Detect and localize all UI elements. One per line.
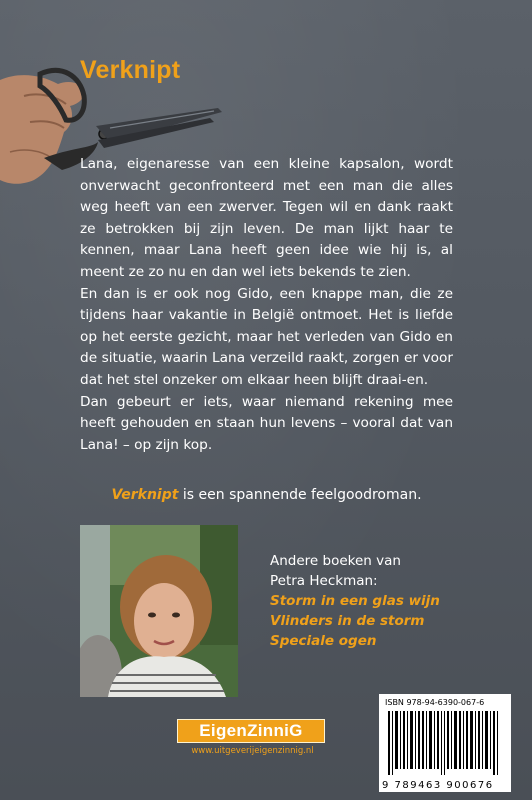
blurb-paragraph-1: Lana, eigenaresse van een kleine kapsalon, wordt onverwacht geconfronteerd met een man die alles weg heeft van een zwerver. Tegen wil en dank raakt ze betrokken bij zijn leven. De man lijkt haar te kennen, maar Lana heeft geen idee wie hij is, al meent ze zo nu en dan wel iets bekends te zien. <box>80 156 453 280</box>
blurb-paragraph-2: En dan is er ook nog Gido, een knappe man, die ze tijdens haar vakantie in België ontmoet. Het is liefde op het eerste gezicht, maar het verleden van Gido en de situatie, waarin Lana verzeild raakt, zorgen er voor dat het stel onzeker om elkaar heen blijft draai-en. <box>80 285 453 388</box>
other-books-section <box>270 551 440 651</box>
isbn-text: ISBN 978-94-6390-067-6 <box>385 698 485 707</box>
blurb-paragraph-3: Dan gebeurt er iets, waar niemand rekening mee heeft gehouden en staan hun levens – vooral dat van Lana! – op zijn kop. <box>80 393 453 453</box>
publisher-url: www.uitgeverijeigenzinnig.nl <box>191 746 314 756</box>
tagline-text: is een spannende feelgoodroman. <box>178 487 422 503</box>
book-title: Verknipt <box>80 56 181 84</box>
book-tagline <box>80 487 453 503</box>
barcode-digits: 9 789463 900676 <box>382 780 494 791</box>
other-book-title: Storm in een glas wijn <box>270 593 440 609</box>
book-blurb <box>80 154 453 456</box>
publisher-logo: EigenZinniG <box>177 719 325 743</box>
tagline-title: Verknipt <box>111 487 179 503</box>
other-books-heading-line1: Andere boeken van <box>270 553 401 569</box>
barcode-bars <box>384 711 506 775</box>
author-photo <box>80 525 238 697</box>
other-book-title: Speciale ogen <box>270 633 377 649</box>
other-books-heading-line2: Petra Heckman: <box>270 573 378 589</box>
isbn-barcode <box>379 694 511 792</box>
other-book-title: Vlinders in de storm <box>270 613 425 629</box>
